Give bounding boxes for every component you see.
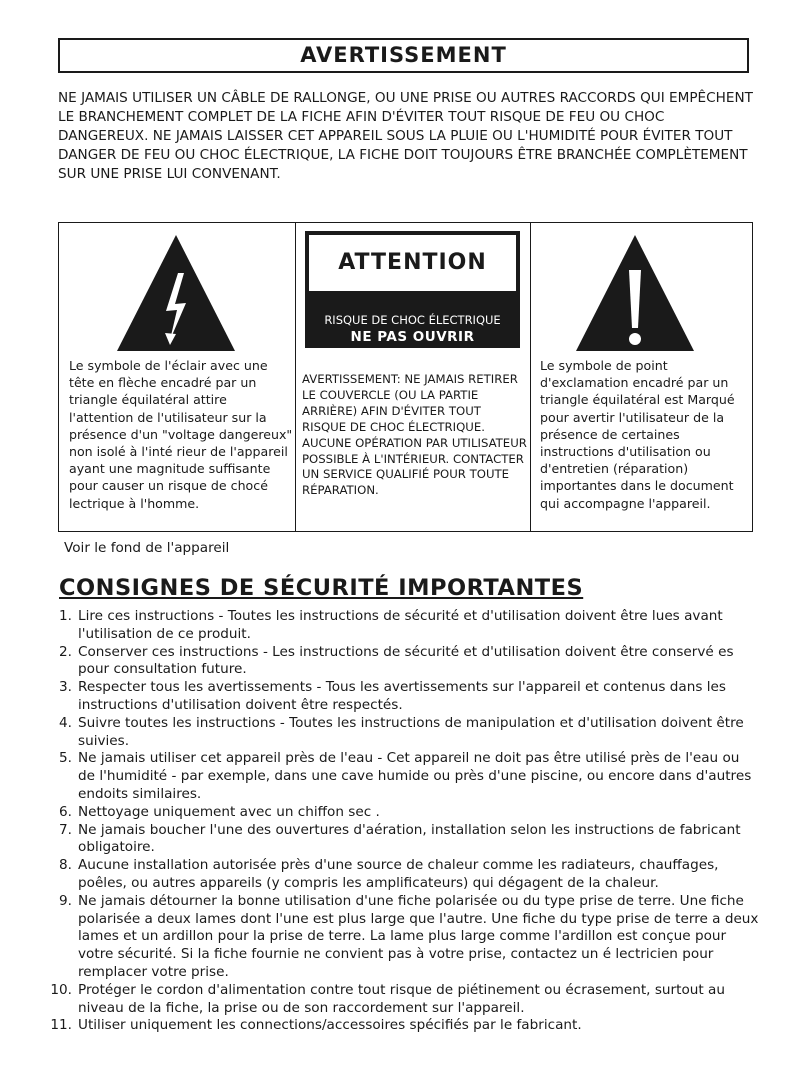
item-number: 4.	[59, 714, 72, 731]
item-text: Aucune installation autorisée près d'une source de chaleur comme les radiateurs, chauffages, poêles, ou autres appareils (y compris les amplificateurs) qui dégagent de la chaleur.	[78, 857, 719, 891]
list-item	[40, 715, 760, 751]
attention-cell	[295, 223, 531, 531]
list-item	[40, 857, 760, 893]
lightning-cell	[59, 223, 295, 531]
item-number: 2.	[59, 643, 72, 660]
item-text: Protéger le cordon d'alimentation contre tout risque de piétinement ou écrasement, surtout au niveau de la fiche, la prise ou de son raccordement sur l'appareil.	[78, 981, 725, 1016]
attention-description: AVERTISSEMENT: NE JAMAIS RETIRER LE COUVERCLE (OU LA PARTIE ARRIÈRE) AFIN D'ÉVITER TOUT RISQUE DE CHOC ÉLECTRIQUE. AUCUNE OPÉRATION PAR UTILISATEUR POSSIBLE À L'INTÉRIEUR. CONTACTER UN SERVICE QUALIFIÉ POUR TOUTE RÉPARATION.	[302, 372, 527, 498]
lightning-description: Le symbole de l'éclair avec une tête en flèche encadré par un triangle équilatéral attire l'attention de l'utilisateur sur la présence d'un "voltage dangereux" non isolé à l'inté rieur de l'appareil ayant une magnitude suffisante pour causer un risque de chocé lectrique à l'homme.	[69, 358, 293, 511]
list-item	[40, 822, 760, 858]
item-text: Lire ces instructions - Toutes les instructions de sécurité et d'utilisation doivent être lues avant l'utilisation de ce produit.	[78, 608, 723, 642]
list-item	[40, 982, 760, 1018]
symbol-table	[58, 222, 753, 532]
item-text: Suivre toutes les instructions - Toutes les instructions de manipulation et d'utilisation doivent être suivies.	[78, 714, 744, 749]
safety-heading: CONSIGNES DE SÉCURITÉ IMPORTANTES	[59, 575, 584, 601]
do-not-open-label: NE PAS OUVRIR	[350, 329, 475, 345]
item-number: 8.	[59, 857, 72, 874]
item-text: Utiliser uniquement les connections/accessoires spécifiés par le fabricant.	[78, 1017, 582, 1034]
item-text: Conserver ces instructions - Les instructions de sécurité et d'utilisation doivent être conservé es pour consultation future.	[78, 643, 734, 678]
item-number: 9.	[59, 892, 72, 909]
item-text: Nettoyage uniquement avec un chiffon sec .	[78, 803, 380, 820]
lightning-warning-triangle-icon	[115, 233, 237, 353]
list-item	[40, 1017, 760, 1035]
exclamation-cell	[531, 223, 752, 531]
safety-instructions-list	[40, 608, 760, 1035]
list-item	[40, 608, 760, 644]
item-number: 3.	[59, 679, 72, 696]
attention-label	[305, 231, 520, 348]
list-item	[40, 804, 760, 822]
item-text: Ne jamais boucher l'une des ouvertures d'aération, installation selon les instructions de fabricant obligatoire.	[78, 821, 741, 856]
item-text: Ne jamais utiliser cet appareil près de l'eau - Cet appareil ne doit pas être utilisé près de l'eau ou de l'humidité - par exemple, dans une cave humide ou près d'une piscine, ou encore dans d'autres endoits similaires.	[78, 750, 752, 802]
item-text: Ne jamais détourner la bonne utilisation d'une fiche polarisée ou du type prise de terre. Une fiche polarisée a deux lames dont l'une est plus large que l'autre. Une fiche du type prise de terre a deux lames et un ardillon pour la prise de terre. La lame plus large comme l'ardillon est conçue pour votre sécurité. Si la fiche fournie ne convient pas à votre prise, contactez un é lectricien pour remplacer votre prise.	[78, 892, 759, 980]
attention-title: ATTENTION	[309, 235, 516, 291]
item-number: 7.	[59, 821, 72, 838]
see-device-bottom-note: Voir le fond de l'appareil	[64, 540, 230, 556]
item-number: 6.	[59, 803, 72, 820]
warning-title: AVERTISSEMENT	[58, 38, 749, 73]
item-number: 5.	[59, 750, 72, 767]
warning-text: NE JAMAIS UTILISER UN CÂBLE DE RALLONGE, OU UNE PRISE OU AUTRES RACCORDS QUI EMPÊCHENT LE BRANCHEMENT COMPLET DE LA FICHE AFIN D'ÉVITER TOUT RISQUE DE FEU OU CHOC DANGEREUX. NE JAMAIS LAISSER CET APPAREIL SOUS LA PLUIE OU L'HUMIDITÉ POUR ÉVITER TOUT DANGER DE FEU OU CHOC ÉLECTRIQUE, LA FICHE DOIT TOUJOURS ÊTRE BRANCHÉE COMPLÈTEMENT SUR UNE PRISE LUI CONVENANT.	[58, 90, 753, 182]
list-item	[40, 679, 760, 715]
list-item	[40, 750, 760, 803]
list-item	[40, 893, 760, 982]
attention-subtitle: RISQUE DE CHOC ÉLECTRIQUE	[324, 313, 501, 327]
list-item	[40, 644, 760, 680]
item-number: 10.	[50, 981, 72, 998]
exclamation-description: Le symbole de point d'exclamation encadré par un triangle équilatéral est Marqué pour avertir l'utilisateur de la présence de certaines instructions d'utilisation ou d'entretien (réparation) importantes dans le document qui accompagne l'appareil.	[540, 358, 735, 511]
item-number: 1.	[59, 608, 72, 624]
item-text: Respecter tous les avertissements - Tous les avertissements sur l'appareil et contenus dans les instructions d'utilisation doivent être respectés.	[78, 679, 727, 713]
exclamation-warning-triangle-icon	[574, 233, 696, 353]
item-number: 11.	[50, 1017, 72, 1034]
